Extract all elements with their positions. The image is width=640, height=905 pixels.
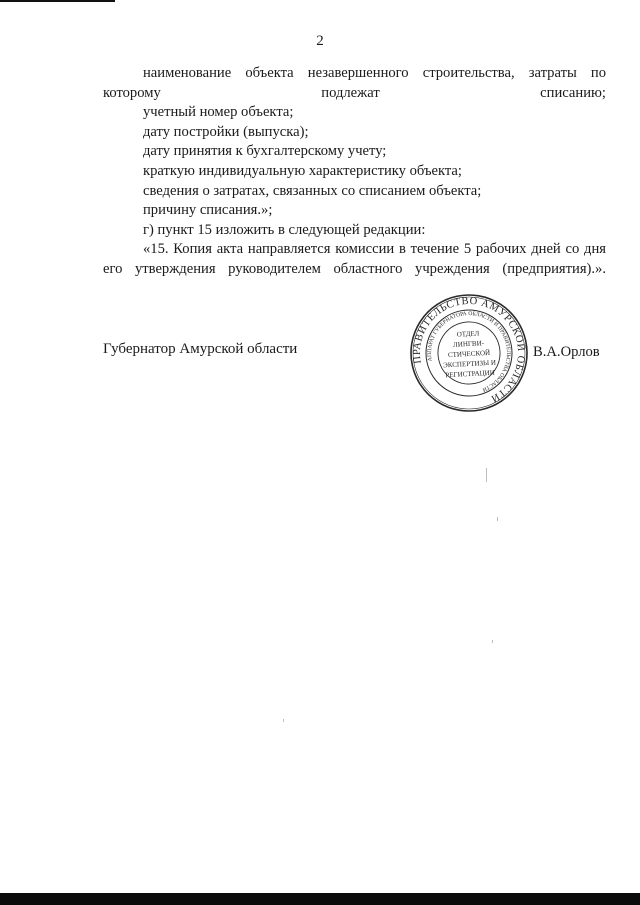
scan-speck <box>492 640 493 643</box>
seal-center-line-4: ЭКСПЕРТИЗЫ И <box>442 358 497 370</box>
page-number: 2 <box>316 33 324 49</box>
seal-center-line-2: ЛИНГВИ- <box>452 339 485 349</box>
paragraph-accept-date: дату принятия к бухгалтерскому учету; <box>143 143 387 160</box>
seal-center-line-5: РЕГИСТРАЦИИ <box>445 368 495 380</box>
paragraph-item-15: «15. Копия акта направляется комиссии в течение 5 рабочих дней со дня его утверждения руководителем областного учреждения (предприятия).». <box>103 241 606 277</box>
document-body <box>103 64 606 280</box>
paragraph-item-g: г) пункт 15 изложить в следующей редакции: <box>143 221 426 238</box>
paragraph-costs: сведения о затратах, связанных со списанием объекта; <box>143 182 482 199</box>
paragraph-object-name-1 <box>103 64 606 103</box>
paragraph-text: наименование объекта незавершенного строительства, затраты по которому подлежат списанию; <box>103 65 606 101</box>
seal-outer-textpath: ПРАВИТЕЛЬСТВО АМУРСКОЙ ОБЛАСТИ <box>411 295 527 405</box>
scan-edge-top <box>0 0 115 2</box>
seal-center-line-3: СТИЧЕСКОЙ <box>447 348 491 360</box>
scan-edge-bottom <box>0 893 640 905</box>
seal-center-line-1: ОТДЕЛ <box>456 329 480 339</box>
signatory-title: Губернатор Амурской области <box>103 341 298 357</box>
paragraph-characteristic: краткую индивидуальную характеристику объекта; <box>143 162 462 179</box>
scan-speck <box>283 719 284 722</box>
scan-speck <box>497 517 498 521</box>
paragraph-build-date: дату постройки (выпуска); <box>143 123 309 140</box>
signatory-name: В.А.Орлов <box>533 344 600 360</box>
official-seal-stamp <box>408 292 530 414</box>
paragraph-reason: причину списания.»; <box>143 202 273 219</box>
paragraph-account-number: учетный номер объекта; <box>143 104 294 121</box>
seal-middle-textpath: АППАРАТ ГУБЕРНАТОРА ОБЛАСТИ И ПРАВИТЕЛЬСТВА ОБЛАСТИ <box>426 310 512 393</box>
scan-speck <box>486 468 487 482</box>
signature-block <box>0 340 640 370</box>
